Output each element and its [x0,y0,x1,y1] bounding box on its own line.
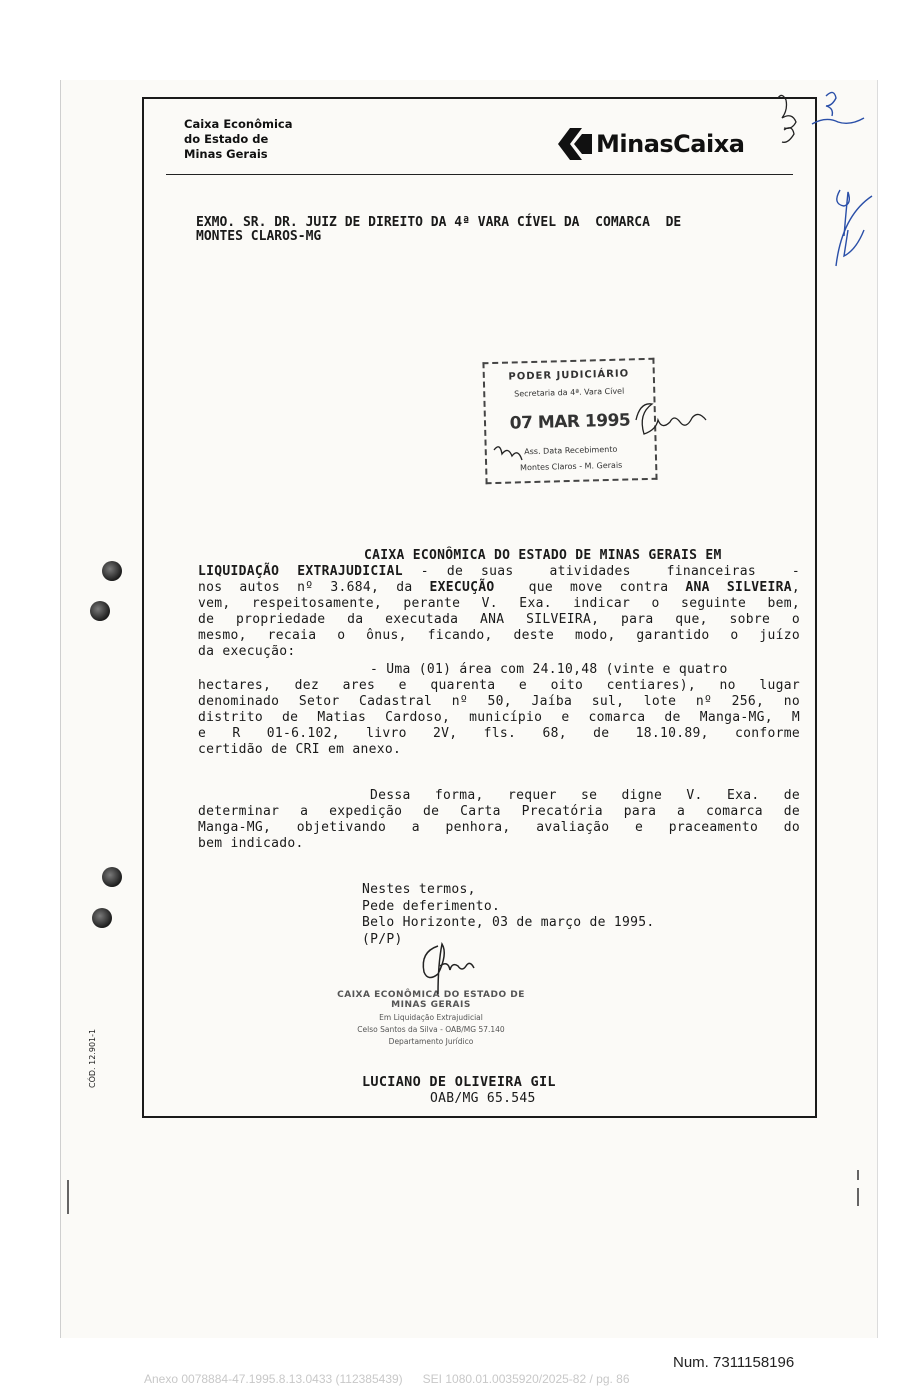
closing-line-2: Pede deferimento. [362,898,501,914]
handwritten-initials-icon [778,95,796,142]
signer-oab: OAB/MG 65.545 [430,1091,536,1106]
p1-line-7: da execução: [198,644,296,659]
logo-text: MinasCaixa [596,130,745,158]
p2-line-3: denominado Setor Cadastral nº 50, Jaíba sul, lote nº 256, no [198,694,800,709]
footer-reference: Anexo 0078884-47.1995.8.13.0433 (112385439) SEI 1080.01.0035920/2025-82 / pg. 86 [144,1372,630,1386]
addressee-line-1: EXMO. SR. DR. JUIZ DE DIREITO DA 4ª VARA CÍVEL DA COMARCA DE [196,215,682,230]
stamp-line-2: Secretaria da 4ª. Vara Cível [514,386,625,399]
addressee-line-2: MONTES CLAROS-MG [196,229,322,244]
p2-line-2: hectares, dez ares e quarenta e oito centiares), no lugar [198,678,800,693]
p1-line-1: CAIXA ECONÔMICA DO ESTADO DE MINAS GERAIS EM [364,548,722,563]
form-code: CÓD. 12.901-1 [88,1028,97,1088]
p3-line-3: Manga-MG, objetivando a penhora, avaliação e praceamento do [198,820,800,835]
stamp-date: 07 MAR 1995 [509,410,631,434]
receipt-signature-icon [494,404,706,460]
signer-name: LUCIANO DE OLIVEIRA GIL [362,1074,556,1090]
closing-line-4: (P/P) [362,931,403,947]
p3-line-2: determinar a expedição de Carta Precatória para a comarca de [198,804,800,819]
p2-line-6: certidão de CRI em anexo. [198,742,402,757]
p1-line-5: de propriedade da executada ANA SILVEIRA, para que, sobre o [198,612,800,627]
p2-line-1: - Uma (01) área com 24.10,48 (vinte e quatro [370,662,728,677]
closing-line-3: Belo Horizonte, 03 de março de 1995. [362,915,655,930]
sig-stamp-line-1: CAIXA ECONÔMICA DO ESTADO DE MINAS GERAIS [337,990,525,1010]
institution-line-3: Minas Gerais [184,147,268,161]
footer-document-number: Num. 7311158196 [673,1354,795,1371]
blue-sheet-number-icon [812,92,872,266]
stamp-line-4: Ass. Data Recebimento [524,444,618,457]
sig-stamp-line-4: Departamento Jurídico [388,1037,474,1046]
p1-line-6: mesmo, recaia o ônus, ficando, deste modo, garantido o juízo [198,628,800,643]
institution-line-2: do Estado de [184,132,269,146]
p2-line-4: distrito de Matias Cardoso, município e comarca de Manga-MG, M [198,710,800,725]
lawyer-signature-icon [423,944,474,994]
p3-line-4: bem indicado. [198,836,304,851]
p1-line-4: vem, respeitosamente, perante V. Exa. indicar o seguinte bem, [198,596,800,611]
sig-stamp-line-2: Em Liquidação Extrajudicial [379,1013,483,1022]
sig-stamp-line-3: Celso Santos da Silva - OAB/MG 57.140 [357,1025,505,1034]
stamp-line-5: Montes Claros - M. Gerais [519,460,623,473]
p3-line-1: Dessa forma, requer se digne V. Exa. de [370,788,800,803]
stamp-line-1: PODER JUDICIÁRIO [508,368,630,383]
closing-line-1: Nestes termos, [362,882,476,897]
p1-line-3: nos autos nº 3.684, da EXECUÇÃO que move contra ANA SILVEIRA, [198,580,800,595]
institution-line-1: Caixa Econômica [184,117,293,131]
p1-line-2: LIQUIDAÇÃO EXTRAJUDICIAL - de suas atividades financeiras - [198,564,800,579]
p2-line-5: e R 01-6.102, livro 2V, fls. 68, de 18.10.89, conforme [198,726,800,741]
margin-marks-icon [68,1170,858,1214]
